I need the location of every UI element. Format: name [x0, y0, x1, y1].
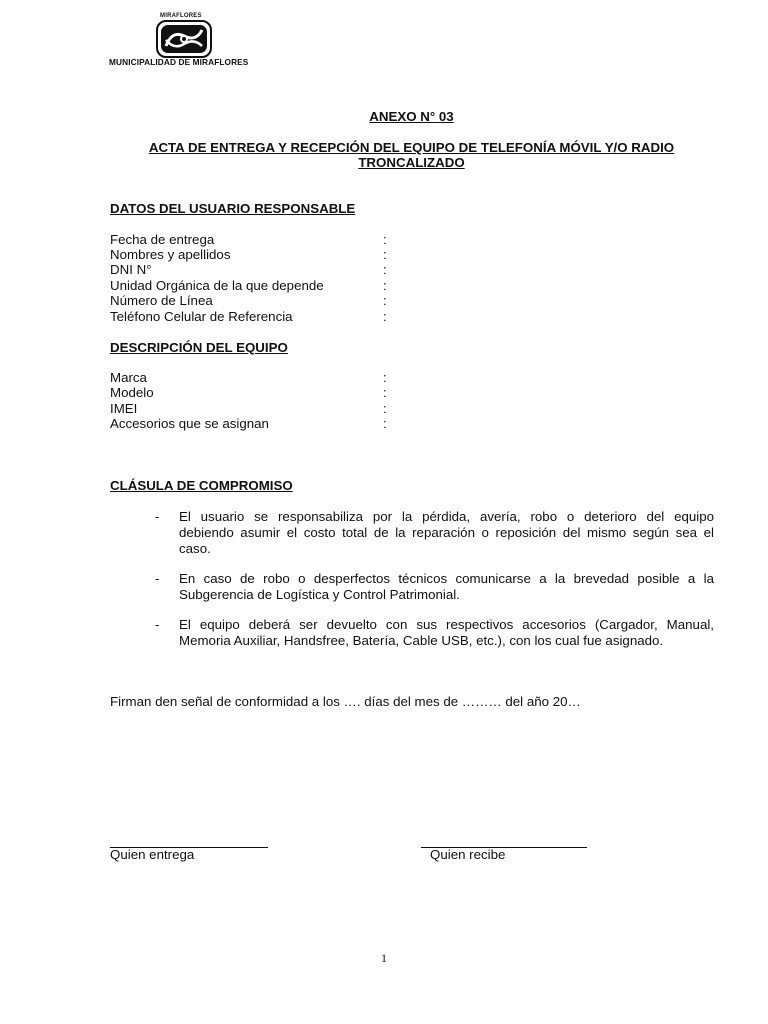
bullet-marker: -	[155, 509, 160, 524]
municipality-name: MUNICIPALIDAD DE MIRAFLORES	[109, 57, 249, 67]
field-row	[110, 370, 410, 386]
signature-label-left: Quien entrega	[110, 847, 195, 862]
commitment-line: El equipo deberá ser devuelto con sus respectivos accesorios (Cargador, Manual,	[179, 617, 714, 632]
commitment-section-heading: CLÁSULA DE COMPROMISO	[110, 478, 293, 493]
bullet-marker: -	[155, 617, 160, 632]
municipality-logo-icon	[156, 20, 212, 61]
signature-label-right: Quien recibe	[430, 847, 506, 862]
field-label: Número de Línea	[110, 293, 213, 308]
field-label: Marca	[110, 370, 147, 385]
commitment-line: caso.	[179, 541, 211, 556]
field-label: DNI N°	[110, 262, 152, 277]
field-label: Accesorios que se asignan	[110, 416, 269, 431]
field-row	[110, 232, 410, 248]
field-colon: :	[383, 247, 387, 262]
commitment-line: Memoria Auxiliar, Handsfree, Batería, Cable USB, etc.), con los cual fue asignado.	[179, 633, 664, 648]
commitment-item	[179, 617, 714, 649]
field-label: Teléfono Celular de Referencia	[110, 309, 293, 324]
field-label: Modelo	[110, 385, 154, 400]
field-colon: :	[383, 262, 387, 277]
user-section-heading: DATOS DEL USUARIO RESPONSABLE	[110, 201, 356, 216]
commitment-line: Subgerencia de Logística y Control Patrimonial.	[179, 587, 460, 602]
document-title-line1: ACTA DE ENTREGA Y RECEPCIÓN DEL EQUIPO DE TELEFONÍA MÓVIL Y/O RADIO	[148, 140, 675, 155]
field-row	[110, 401, 410, 417]
field-colon: :	[383, 293, 387, 308]
field-colon: :	[383, 278, 387, 293]
bullet-marker: -	[155, 571, 160, 586]
commitment-item	[179, 509, 714, 557]
field-row	[110, 262, 410, 278]
field-row	[110, 416, 410, 432]
field-colon: :	[383, 370, 387, 385]
field-colon: :	[383, 401, 387, 416]
document-title-line2: TRONCALIZADO	[358, 155, 465, 170]
annex-title: ANEXO N° 03	[369, 109, 454, 124]
field-label: Fecha de entrega	[110, 232, 215, 247]
field-label: IMEI	[110, 401, 138, 416]
closing-statement: Firman den señal de conformidad a los …. días del mes de ……… del año 20…	[110, 694, 581, 709]
field-label: Nombres y apellidos	[110, 247, 231, 262]
field-colon: :	[383, 416, 387, 431]
field-colon: :	[383, 385, 387, 400]
commitment-line: debiendo asumir el costo total de la reparación o reposición del mismo según sea el	[179, 525, 714, 540]
field-row	[110, 293, 410, 309]
field-row	[110, 309, 410, 325]
field-row	[110, 247, 410, 263]
field-colon: :	[383, 309, 387, 324]
commitment-line: En caso de robo o desperfectos técnicos comunicarse a la brevedad posible a la	[179, 571, 714, 586]
commitment-line: El usuario se responsabiliza por la pérdida, avería, robo o deterioro del equipo	[179, 509, 714, 524]
field-colon: :	[383, 232, 387, 247]
equipment-section-heading: DESCRIPCIÓN DEL EQUIPO	[110, 340, 288, 355]
page-number: 1	[381, 951, 387, 965]
logo-top-text: MIRAFLORES	[160, 13, 202, 19]
field-label: Unidad Orgánica de la que depende	[110, 278, 324, 293]
commitment-item	[179, 571, 714, 603]
field-row	[110, 385, 410, 401]
field-row	[110, 278, 410, 294]
